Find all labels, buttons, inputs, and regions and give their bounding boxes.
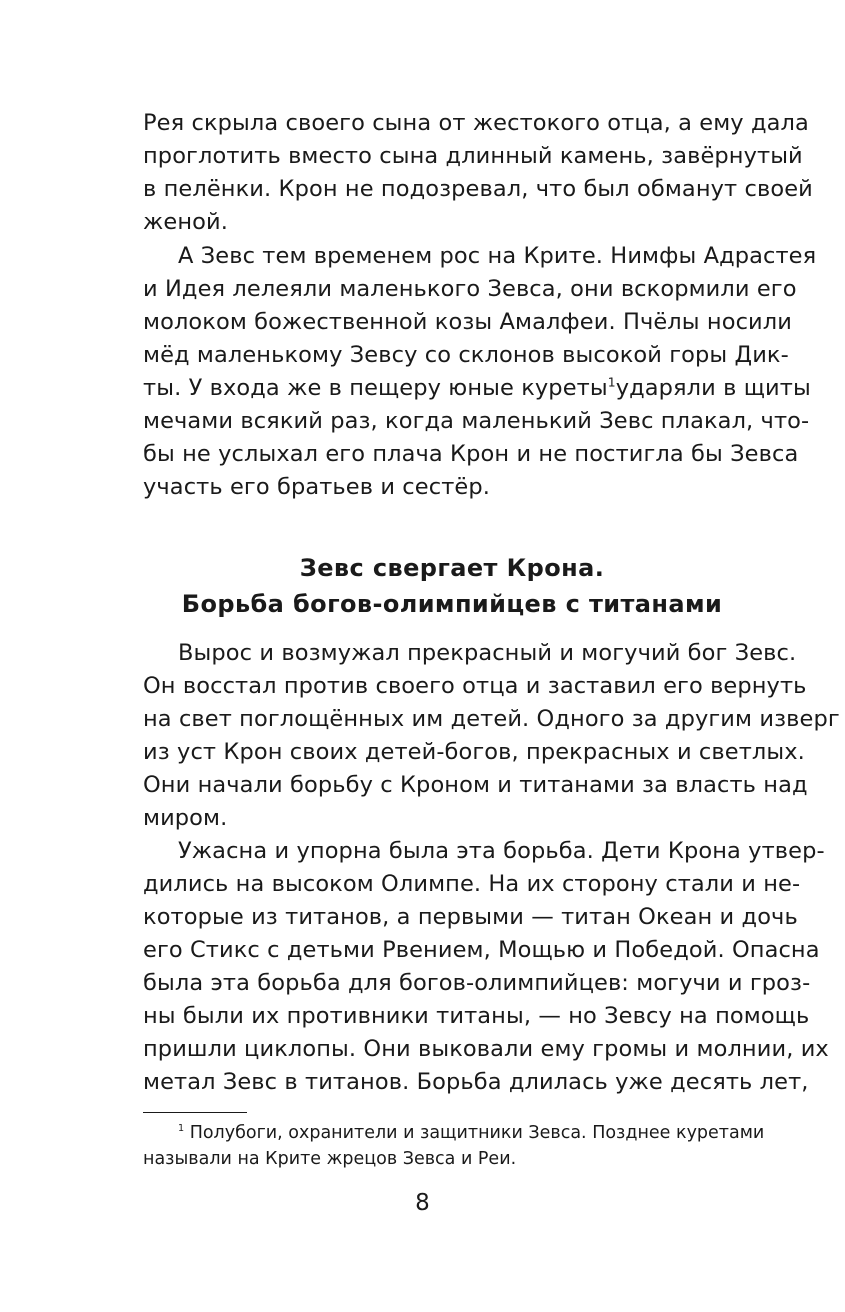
paragraph-2-line-3: молоком божественной козы Амалфеи. Пчёлы носили bbox=[143, 309, 792, 335]
paragraph-4-line-8: метал Зевс в титанов. Борьба длилась уже десять лет, bbox=[143, 1069, 809, 1095]
paragraph-2-line-8: участь его братьев и сестёр. bbox=[143, 474, 490, 500]
paragraph-3-line-4: из уст Крон своих детей-богов, прекрасных и светлых. bbox=[143, 739, 805, 765]
footnote-reference-1: 1 bbox=[607, 375, 616, 390]
paragraph-3-line-6: миром. bbox=[143, 805, 228, 831]
paragraph-4-line-1: Ужасна и упорна была эта борьба. Дети Крона утвер- bbox=[178, 838, 825, 864]
footnote-separator bbox=[143, 1112, 247, 1113]
section-heading-line-2: Борьба богов-олимпийцев с титанами bbox=[181, 590, 723, 618]
paragraph-4-line-5: была эта борьба для богов-олимпийцев: могучи и гроз- bbox=[143, 970, 811, 996]
footnote-line-1 bbox=[178, 1120, 765, 1146]
paragraph-4-line-6: ны были их противники титаны, — но Зевсу на помощь bbox=[143, 1003, 810, 1029]
paragraph-3-line-5: Они начали борьбу с Кроном и титанами за власть над bbox=[143, 772, 808, 798]
paragraph-1-line-4: женой. bbox=[143, 209, 228, 235]
paragraph-3-line-1: Вырос и возмужал прекрасный и могучий бог Зевс. bbox=[178, 640, 797, 666]
footnote-text-1: Полубоги, охранители и защитники Зевса. Позднее куретами bbox=[184, 1123, 765, 1143]
section-heading-line-1: Зевс свергает Крона. bbox=[299, 554, 605, 582]
paragraph-2-line-2: и Идея лелеяли маленького Зевса, они вскормили его bbox=[143, 276, 797, 302]
paragraph-3-line-3: на свет поглощённых им детей. Одного за другим изверг bbox=[143, 706, 840, 732]
line-5-end: ударяли в щиты bbox=[615, 375, 811, 401]
paragraph-4-line-4: его Стикс с детьми Рвением, Мощью и Победой. Опасна bbox=[143, 937, 820, 963]
paragraph-2-line-6: мечами всякий раз, когда маленький Зевс плакал, что- bbox=[143, 408, 810, 434]
paragraph-1-line-1: Рея скрыла своего сына от жестокого отца, а ему дала bbox=[143, 110, 809, 136]
paragraph-3-line-2: Он восстал против своего отца и заставил его вернуть bbox=[143, 673, 807, 699]
page-number: 8 bbox=[415, 1190, 430, 1216]
paragraph-2-line-7: бы не услыхал его плача Крон и не постигла бы Зевса bbox=[143, 441, 799, 467]
line-5-text-a: ты. У входа же в пещеру юные куреты bbox=[143, 375, 608, 401]
footnote-line-2: называли на Крите жрецов Зевса и Реи. bbox=[143, 1149, 517, 1169]
paragraph-1-line-2: проглотить вместо сына длинный камень, завёрнутый bbox=[143, 143, 803, 169]
paragraph-4-line-7: пришли циклопы. Они выковали ему громы и молнии, их bbox=[143, 1036, 829, 1062]
paragraph-2-line-5 bbox=[143, 372, 811, 405]
line-5-start bbox=[143, 372, 616, 405]
paragraph-4-line-3: которые из титанов, а первыми — титан Океан и дочь bbox=[143, 904, 798, 930]
paragraph-2-line-1: А Зевс тем временем рос на Крите. Нимфы Адрастея bbox=[178, 243, 817, 269]
paragraph-2-line-4: мёд маленькому Зевсу со склонов высокой горы Дик- bbox=[143, 342, 789, 368]
footnote-marker: 1 bbox=[178, 1123, 185, 1135]
paragraph-1-line-3: в пелёнки. Крон не подозревал, что был обманут своей bbox=[143, 176, 813, 202]
paragraph-4-line-2: дились на высоком Олимпе. На их сторону стали и не- bbox=[143, 871, 801, 897]
